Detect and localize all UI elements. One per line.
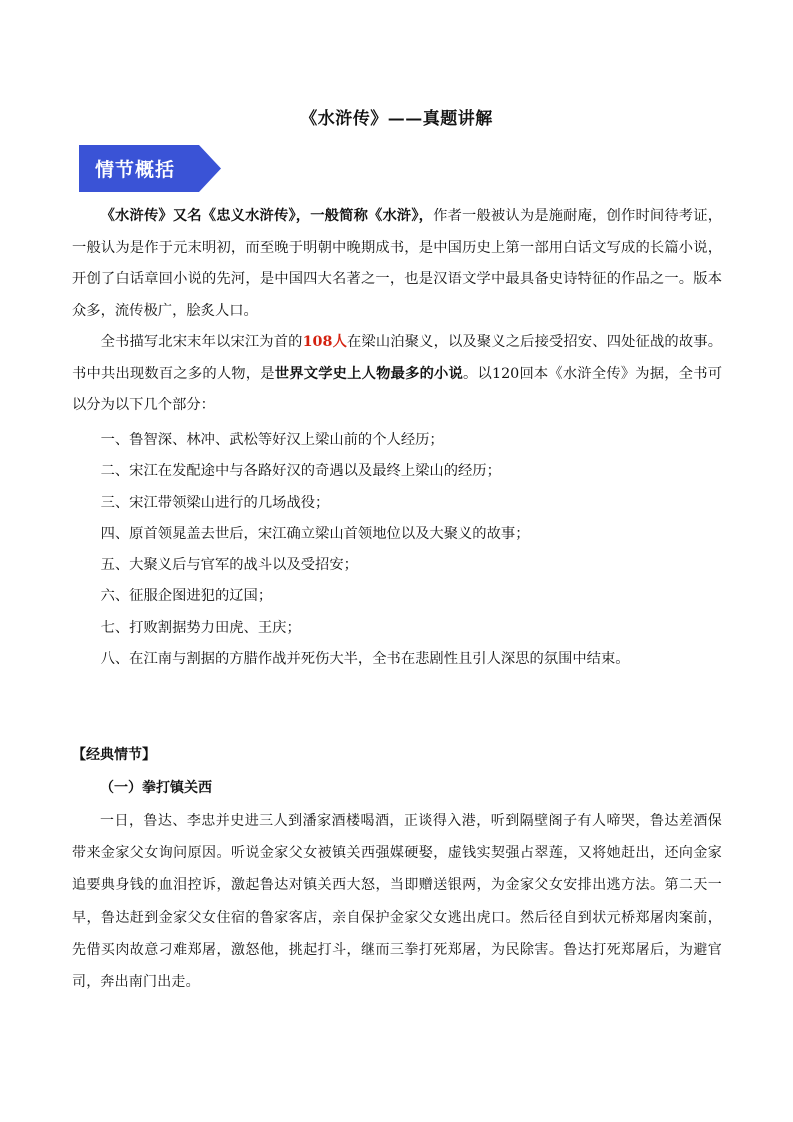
intro-p2-a: 全书描写北宋末年以宋江为首的 — [100, 334, 303, 350]
section-heading: 【经典情节】 — [72, 747, 156, 763]
list-item: 二、宋江在发配途中与各路好汉的奇遇以及最终上梁山的经历； — [100, 463, 501, 480]
banner-label: 情节概括 — [95, 159, 176, 181]
intro-paragraph-2 — [72, 327, 722, 422]
parts-list — [72, 425, 722, 675]
intro-p1-rest: 作者一般被认为是施耐庵，创作时间待考证，一般认为是作于元末明初，而至晚于明朝中晚期成书，是中国历史上第一部用白话文写成的长篇小说，开创了白话章回小说的先河，是中国四大名著之一，也是汉语文学中最具备史诗特征的作品之一。版本众多，流传极广，脍炙人口。 — [72, 208, 722, 319]
highlight-108: 108人 — [302, 334, 347, 350]
list-item: 八、在江南与割据的方腊作战并死伤大半，全书在悲剧性且引人深思的氛围中结束。 — [100, 651, 630, 668]
intro-text — [72, 201, 722, 422]
intro-bold-lead: 《水浒传》又名《忠义水浒传》，一般简称《水浒》， — [100, 208, 434, 224]
page-title: 《水浒传》——真题讲解 — [300, 109, 493, 129]
list-item: 七、打败割据势力田虎、王庆； — [100, 619, 301, 636]
intro-paragraph-1 — [72, 201, 722, 327]
list-item: 四、原首领晁盖去世后，宋江确立梁山首领地位以及大聚义的故事； — [100, 525, 530, 542]
section-subheading: （一）拳打镇关西 — [100, 780, 212, 796]
intro-p2-b: 在梁山泊聚义，以及聚义之后接受招安、四处征战的故事。书中共出现数百之多的人物，是 — [72, 334, 723, 382]
list-item: 五、大聚义后与官军的战斗以及受招安； — [100, 557, 358, 574]
list-item: 一、鲁智深、林冲、武松等好汉上梁山前的个人经历； — [100, 432, 444, 448]
list-item: 三、宋江带领梁山进行的几场战役； — [100, 494, 330, 511]
story-paragraph: 一日，鲁达、李忠并史进三人到潘家酒楼喝酒，正谈得入港，听到隔壁阁子有人啼哭，鲁达差酒保带来金家父女询问原因。听说金家父女被镇关西强媒硬娶，虚钱实契强占翠莲，又将她赶出，还向金家追要典身钱的血泪控诉，激起鲁达对镇关西大怒，当即赠送银两，为金家父女安排出逃方法。第二天一早，鲁达赶到金家父女住宿的鲁家客店，亲自保护金家父女逃出虎口。然后径自到状元桥郑屠肉案前，先借买肉故意刁难郑屠，激怒他，挑起打斗，继而三拳打死郑屠，为民除害。鲁达打死郑屠后，为避官司，奔出南门出走。 — [72, 813, 722, 991]
list-item: 六、征服企图进犯的辽国； — [100, 588, 273, 605]
section-banner — [79, 145, 221, 192]
intro-p2-c: 。以120回本《水浒全传》为据，全书可以分为以下几个部分： — [72, 365, 723, 413]
intro-p2-bold: 世界文学史上人物最多的小说 — [274, 365, 464, 382]
